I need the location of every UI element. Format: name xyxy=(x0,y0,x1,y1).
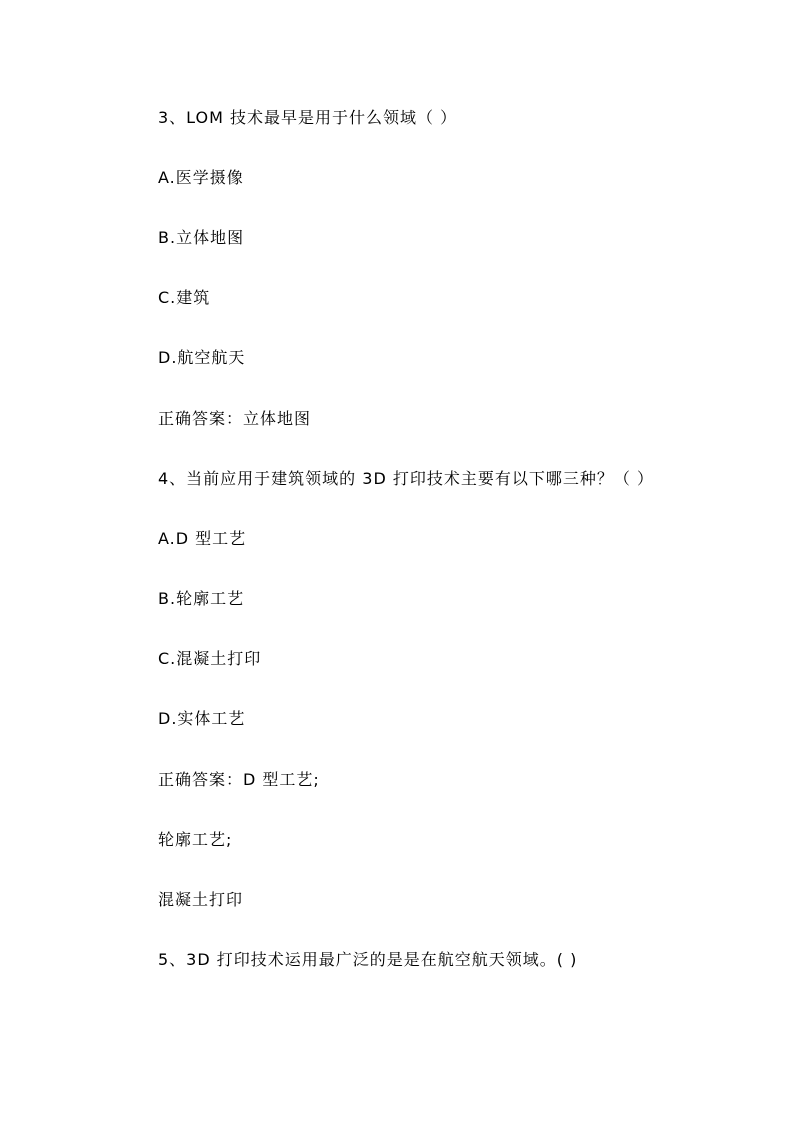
q4-answer-line-3: 混凝土打印 xyxy=(158,890,244,909)
q3-option-a: A.医学摄像 xyxy=(158,168,244,187)
q3-answer: 正确答案：立体地图 xyxy=(158,409,312,428)
q4-option-a: A.D 型工艺 xyxy=(158,529,247,548)
q3-option-c: C.建筑 xyxy=(158,288,211,307)
question-4: 4、当前应用于建筑领域的 3D 打印技术主要有以下哪三种？（ ） xyxy=(158,469,654,488)
q4-option-c: C.混凝土打印 xyxy=(158,649,262,668)
question-5: 5、3D 打印技术运用最广泛的是是在航空航天领域。( ) xyxy=(158,950,578,969)
q4-option-b: B.轮廓工艺 xyxy=(158,589,245,608)
q4-option-d: D.实体工艺 xyxy=(158,709,246,728)
q4-answer-line-1: 正确答案：D 型工艺; xyxy=(158,770,320,789)
q3-option-d: D.航空航天 xyxy=(158,348,246,367)
q4-answer-line-2: 轮廓工艺; xyxy=(158,830,233,849)
q3-option-b: B.立体地图 xyxy=(158,228,245,247)
question-3: 3、LOM 技术最早是用于什么领域（ ） xyxy=(158,108,458,127)
